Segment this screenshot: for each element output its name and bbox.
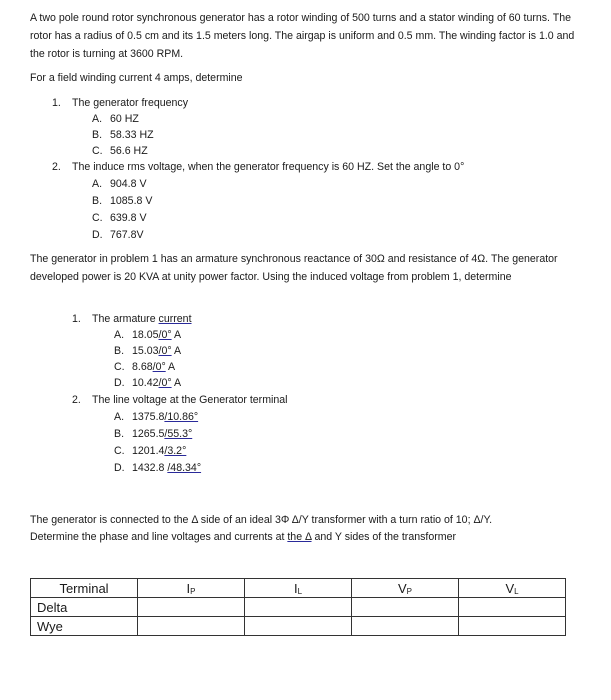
option-letter: B. [92, 129, 103, 141]
option-angle: /48.34° [167, 462, 202, 474]
question-text-underlined: current [158, 313, 192, 325]
option-value: 1265.5 [132, 428, 165, 440]
option-value: 8.68 [132, 361, 153, 373]
table-cell[interactable] [352, 598, 459, 617]
option-value: 1432.8 [132, 462, 168, 474]
header-ip [138, 579, 245, 598]
option-angle: /0° [158, 345, 172, 357]
option-letter: A. [92, 178, 103, 190]
table-cell[interactable] [459, 598, 566, 617]
question-number: 1. [52, 97, 61, 109]
field-current-text: For a field winding current 4 amps, determine [30, 72, 243, 84]
option-letter: A. [114, 329, 125, 341]
option-unit: A [171, 345, 182, 357]
question-2 [52, 160, 464, 174]
header-il-subscript: L [297, 586, 303, 596]
option-text: 56.6 HZ [110, 145, 148, 157]
option-letter: C. [92, 145, 103, 157]
table-header-row [31, 579, 566, 598]
option-item [114, 376, 181, 390]
option-letter: A. [114, 411, 125, 423]
option-unit: A [171, 329, 182, 341]
table-cell[interactable] [138, 598, 245, 617]
table-row [31, 617, 566, 636]
option-text: 639.8 V [110, 212, 147, 224]
option-item [92, 112, 139, 126]
question-text: The line voltage at the Generator terminal [92, 394, 288, 406]
option-item [92, 128, 154, 142]
part3-line-2 [30, 530, 456, 544]
option-item [92, 144, 148, 158]
option-angle: /10.86° [164, 411, 199, 423]
option-angle: /55.3° [164, 428, 193, 440]
question-number: 2. [72, 394, 81, 406]
question-text: The induce rms voltage, when the generator frequency is 60 HZ. Set the angle to 0° [72, 161, 465, 173]
header-ip-subscript: P [190, 586, 196, 596]
option-angle: /0° [158, 377, 172, 389]
option-value: 1201.4 [132, 445, 165, 457]
table-row [31, 598, 566, 617]
header-il [245, 579, 352, 598]
option-text: 60 HZ [110, 113, 139, 125]
header-vp-symbol: V [397, 580, 407, 596]
table-cell[interactable] [245, 598, 352, 617]
table-cell[interactable] [459, 617, 566, 636]
part3-line-1: The generator is connected to the Δ side of an ideal 3Φ Δ/Y transformer with a turn ratio of 10; Δ/Y. [30, 514, 493, 526]
option-item [114, 444, 186, 458]
option-letter: D. [114, 462, 125, 474]
question-number: 1. [72, 313, 81, 325]
option-letter: B. [114, 428, 125, 440]
option-letter: D. [92, 229, 103, 241]
part3-text: Determine the phase and line voltages and currents at [30, 531, 288, 543]
header-ip-symbol: I [186, 580, 191, 596]
table-cell[interactable] [245, 617, 352, 636]
question-4 [72, 393, 288, 407]
option-unit: A [171, 377, 182, 389]
header-terminal: Terminal [31, 579, 138, 598]
option-letter: B. [92, 195, 103, 207]
option-letter: C. [114, 445, 125, 457]
option-value: 15.03 [132, 345, 159, 357]
table-cell[interactable] [352, 617, 459, 636]
option-letter: B. [114, 345, 125, 357]
question-number: 2. [52, 161, 61, 173]
intro-paragraph: A two pole round rotor synchronous generator has a rotor winding of 500 turns and a stator winding of 60 turns. The rotor has a radius of 0.5 cm and its 1.5 meters long. The airgap is uniform and 0.5 mm. The winding factor is 1.0 and the rotor is turning at 3600 RPM. [30, 12, 575, 60]
option-item [92, 177, 147, 191]
option-letter: A. [92, 113, 103, 125]
terminal-table [30, 578, 566, 636]
option-value: 10.42 [132, 377, 159, 389]
option-item [114, 328, 181, 342]
option-text: 767.8V [110, 229, 144, 241]
row-label-wye: Wye [31, 617, 138, 636]
header-vp-subscript: P [406, 586, 412, 596]
option-item [92, 194, 152, 208]
option-item [114, 461, 201, 475]
question-text: The armature [92, 313, 159, 325]
option-text: 904.8 V [110, 178, 147, 190]
question-3 [72, 312, 192, 326]
table-cell[interactable] [138, 617, 245, 636]
option-item [114, 410, 198, 424]
question-1 [52, 96, 188, 110]
option-item [114, 427, 192, 441]
header-il-symbol: I [293, 580, 298, 596]
header-vl-subscript: L [514, 586, 519, 596]
option-letter: D. [114, 377, 125, 389]
option-item [92, 228, 144, 242]
option-text: 1085.8 V [110, 195, 153, 207]
part3-text: and Y sides of the transformer [311, 531, 457, 543]
part3-text-underlined: the Δ [287, 531, 312, 543]
option-item [114, 360, 175, 374]
option-text: 58.33 HZ [110, 129, 154, 141]
part2-intro-paragraph: The generator in problem 1 has an armature synchronous reactance of 30Ω and resistance of 4Ω. The generator developed power is 20 KVA at unity power factor. Using the induced voltage from problem 1, determine [30, 253, 558, 283]
option-unit: A [165, 361, 176, 373]
header-vp [352, 579, 459, 598]
header-vl [459, 579, 566, 598]
header-vl-symbol: V [505, 580, 515, 596]
option-angle: /3.2° [164, 445, 187, 457]
option-value: 18.05 [132, 329, 159, 341]
option-value: 1375.8 [132, 411, 165, 423]
question-text: The generator frequency [72, 97, 189, 109]
row-label-delta: Delta [31, 598, 138, 617]
option-item [92, 211, 147, 225]
option-angle: /0° [152, 361, 166, 373]
option-angle: /0° [158, 329, 172, 341]
option-letter: C. [114, 361, 125, 373]
option-letter: C. [92, 212, 103, 224]
option-item [114, 344, 181, 358]
